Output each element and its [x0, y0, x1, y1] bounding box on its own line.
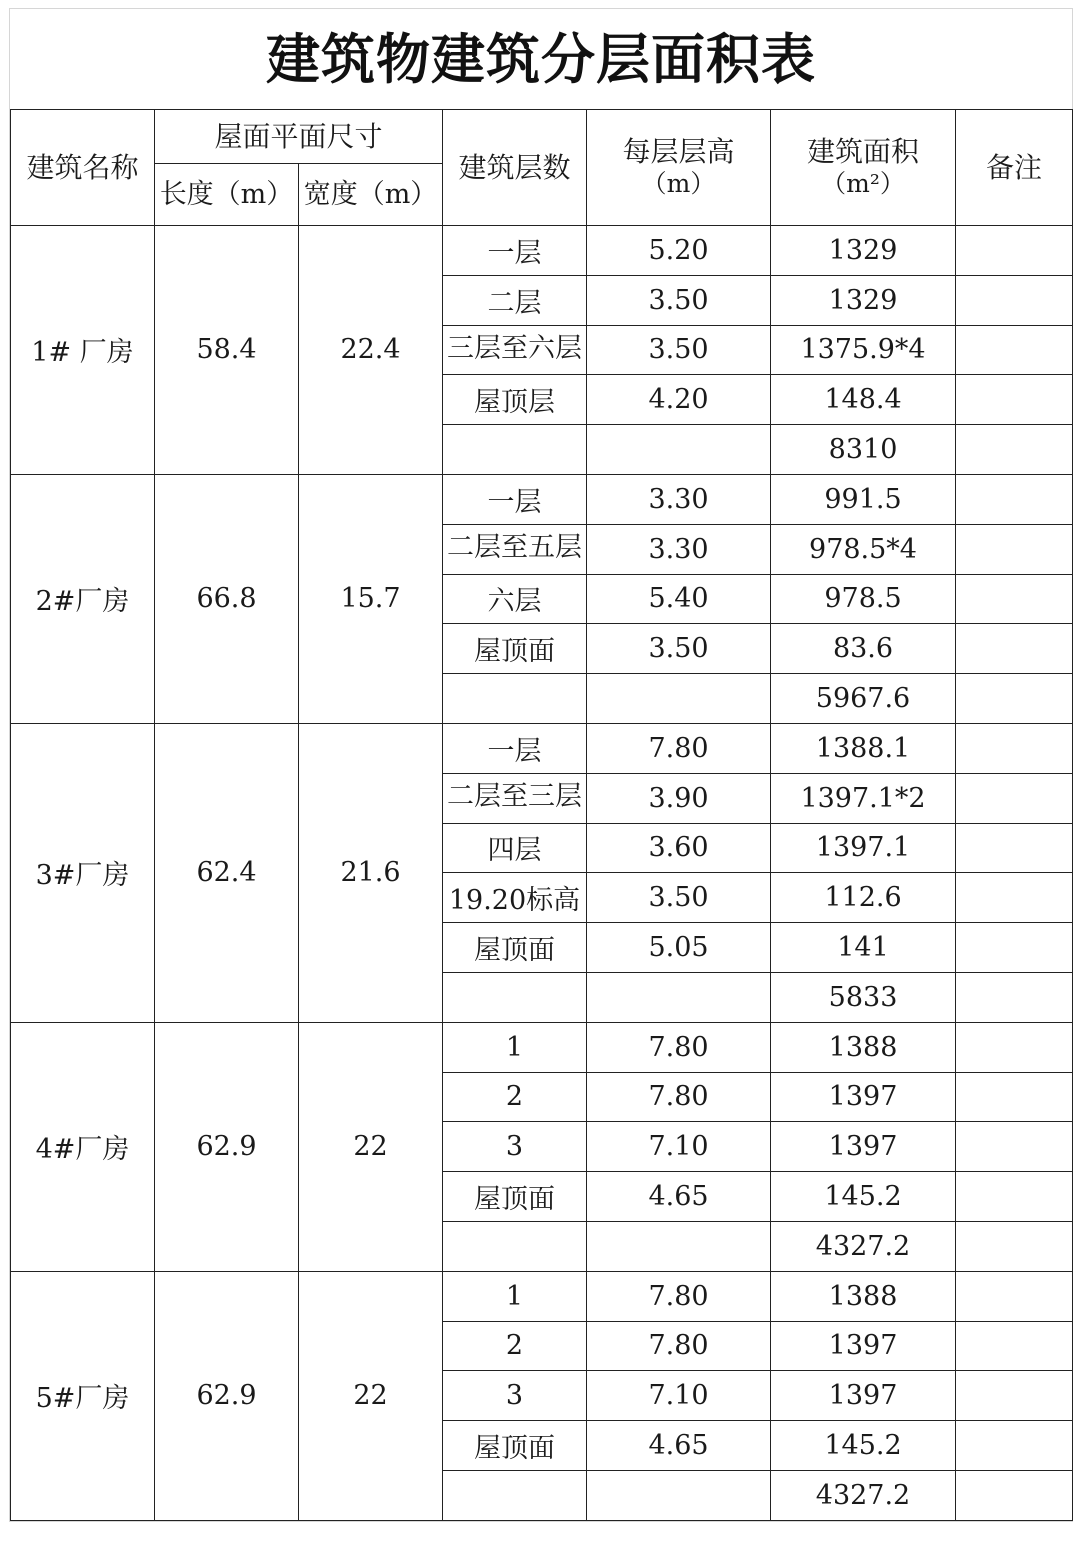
- area-cell: 1397: [771, 1122, 956, 1172]
- area-cell: 1388: [771, 1022, 956, 1072]
- floor-cell: [443, 425, 587, 475]
- table-row: [11, 474, 1073, 524]
- floor-cell: 2: [443, 1321, 587, 1371]
- table-header: [11, 110, 1073, 226]
- area-cell: 1397: [771, 1072, 956, 1122]
- building-width-cell: 22.4: [299, 226, 443, 475]
- floor-cell: 3: [443, 1122, 587, 1172]
- floor-cell: [443, 1470, 587, 1520]
- remark-cell: [956, 873, 1073, 923]
- height-cell: 7.80: [587, 723, 771, 773]
- floor-area-table: [10, 109, 1073, 1521]
- area-cell: 1397.1*2: [771, 773, 956, 823]
- floor-cell: 屋顶面: [443, 624, 587, 674]
- building-name-cell: 1# 厂房: [11, 226, 155, 475]
- height-cell: 3.50: [587, 275, 771, 325]
- table-row: [11, 1271, 1073, 1321]
- height-cell: [587, 1221, 771, 1271]
- header-building-area-label: 建筑面积: [807, 134, 920, 168]
- height-cell: 4.20: [587, 375, 771, 425]
- building-name-cell: 5#厂房: [11, 1271, 155, 1520]
- floor-cell: 屋顶层: [443, 375, 587, 425]
- floor-cell: 屋顶面: [443, 1421, 587, 1471]
- page-title: 建筑物建筑分层面积表: [266, 27, 816, 91]
- floor-label: 二层至五层: [447, 532, 583, 564]
- height-cell: 5.40: [587, 574, 771, 624]
- area-cell: 141: [771, 923, 956, 973]
- height-cell: 3.50: [587, 325, 771, 375]
- area-cell: 112.6: [771, 873, 956, 923]
- building-name-cell: 2#厂房: [11, 474, 155, 723]
- height-cell: 4.65: [587, 1172, 771, 1222]
- remark-cell: [956, 1221, 1073, 1271]
- remark-cell: [956, 1271, 1073, 1321]
- area-cell: 978.5: [771, 574, 956, 624]
- remark-cell: [956, 275, 1073, 325]
- height-cell: [587, 674, 771, 724]
- height-cell: 7.10: [587, 1122, 771, 1172]
- height-cell: 5.20: [587, 226, 771, 276]
- header-building-area-unit: （m²）: [821, 168, 905, 198]
- floor-label: 二层至三层: [447, 781, 583, 813]
- floor-cell: 2: [443, 1072, 587, 1122]
- remark-cell: [956, 524, 1073, 574]
- floor-label: 三层至六层: [447, 332, 583, 364]
- floor-cell: [443, 972, 587, 1022]
- header-floor-height: [587, 110, 771, 226]
- building-length-cell: 58.4: [155, 226, 299, 475]
- remark-cell: [956, 823, 1073, 873]
- height-cell: 7.80: [587, 1072, 771, 1122]
- area-cell: 4327.2: [771, 1470, 956, 1520]
- building-length-cell: 62.4: [155, 723, 299, 1022]
- height-cell: 3.30: [587, 474, 771, 524]
- remark-cell: [956, 226, 1073, 276]
- height-cell: 3.50: [587, 624, 771, 674]
- area-cell: 991.5: [771, 474, 956, 524]
- building-width-cell: 22: [299, 1022, 443, 1271]
- building-width-cell: 15.7: [299, 474, 443, 723]
- header-building-area: [771, 110, 956, 226]
- header-building-name: 建筑名称: [11, 110, 155, 226]
- area-cell: 5833: [771, 972, 956, 1022]
- remark-cell: [956, 325, 1073, 375]
- floor-cell: 屋顶面: [443, 1172, 587, 1222]
- header-length: 长度（m）: [155, 164, 299, 226]
- height-cell: 7.10: [587, 1371, 771, 1421]
- remark-cell: [956, 1172, 1073, 1222]
- area-cell: 83.6: [771, 624, 956, 674]
- height-cell: 3.30: [587, 524, 771, 574]
- height-cell: 3.60: [587, 823, 771, 873]
- floor-cell: 四层: [443, 823, 587, 873]
- table-row: [11, 1022, 1073, 1072]
- floor-cell: [443, 524, 587, 574]
- header-floors: 建筑层数: [443, 110, 587, 226]
- area-cell: 4327.2: [771, 1221, 956, 1271]
- remark-cell: [956, 1022, 1073, 1072]
- building-name-cell: 4#厂房: [11, 1022, 155, 1271]
- floor-cell: 二层: [443, 275, 587, 325]
- remark-cell: [956, 1470, 1073, 1520]
- area-cell: 145.2: [771, 1421, 956, 1471]
- height-cell: 7.80: [587, 1321, 771, 1371]
- area-cell: 1375.9*4: [771, 325, 956, 375]
- document: [9, 8, 1073, 1522]
- table-row: [11, 226, 1073, 276]
- remark-cell: [956, 375, 1073, 425]
- floor-cell: 六层: [443, 574, 587, 624]
- remark-cell: [956, 474, 1073, 524]
- floor-cell: 屋顶面: [443, 923, 587, 973]
- area-cell: 148.4: [771, 375, 956, 425]
- height-cell: 3.50: [587, 873, 771, 923]
- remark-cell: [956, 923, 1073, 973]
- remark-cell: [956, 1371, 1073, 1421]
- remark-cell: [956, 773, 1073, 823]
- floor-cell: [443, 773, 587, 823]
- floor-cell: 一层: [443, 474, 587, 524]
- remark-cell: [956, 723, 1073, 773]
- height-cell: 3.90: [587, 773, 771, 823]
- area-cell: 8310: [771, 425, 956, 475]
- floor-cell: [443, 674, 587, 724]
- floor-cell: 19.20标高: [443, 873, 587, 923]
- floor-cell: 1: [443, 1022, 587, 1072]
- area-cell: 978.5*4: [771, 524, 956, 574]
- table-row: [11, 723, 1073, 773]
- area-cell: 1397: [771, 1321, 956, 1371]
- area-cell: 1329: [771, 275, 956, 325]
- floor-cell: 一层: [443, 226, 587, 276]
- area-cell: 1397.1: [771, 823, 956, 873]
- header-remarks: 备注: [956, 110, 1073, 226]
- height-cell: 4.65: [587, 1421, 771, 1471]
- header-floor-height-label: 每层层高: [622, 134, 735, 168]
- floor-cell: [443, 325, 587, 375]
- area-cell: 5967.6: [771, 674, 956, 724]
- building-length-cell: 66.8: [155, 474, 299, 723]
- table-body: [11, 226, 1073, 1521]
- remark-cell: [956, 674, 1073, 724]
- remark-cell: [956, 1321, 1073, 1371]
- header-width: 宽度（m）: [299, 164, 443, 226]
- remark-cell: [956, 425, 1073, 475]
- building-name-cell: 3#厂房: [11, 723, 155, 1022]
- remark-cell: [956, 972, 1073, 1022]
- header-floor-height-unit: （m）: [641, 168, 716, 198]
- area-cell: 1329: [771, 226, 956, 276]
- remark-cell: [956, 1421, 1073, 1471]
- remark-cell: [956, 574, 1073, 624]
- header-roof-dimensions: 屋面平面尺寸: [155, 110, 443, 164]
- height-cell: 7.80: [587, 1271, 771, 1321]
- building-length-cell: 62.9: [155, 1022, 299, 1271]
- height-cell: [587, 425, 771, 475]
- area-cell: 1397: [771, 1371, 956, 1421]
- height-cell: 5.05: [587, 923, 771, 973]
- remark-cell: [956, 624, 1073, 674]
- building-width-cell: 21.6: [299, 723, 443, 1022]
- area-cell: 145.2: [771, 1172, 956, 1222]
- height-cell: [587, 972, 771, 1022]
- area-cell: 1388.1: [771, 723, 956, 773]
- height-cell: 7.80: [587, 1022, 771, 1072]
- height-cell: [587, 1470, 771, 1520]
- remark-cell: [956, 1122, 1073, 1172]
- building-length-cell: 62.9: [155, 1271, 299, 1520]
- floor-cell: [443, 1221, 587, 1271]
- area-cell: 1388: [771, 1271, 956, 1321]
- floor-cell: 一层: [443, 723, 587, 773]
- remark-cell: [956, 1072, 1073, 1122]
- building-width-cell: 22: [299, 1271, 443, 1520]
- floor-cell: 1: [443, 1271, 587, 1321]
- floor-cell: 3: [443, 1371, 587, 1421]
